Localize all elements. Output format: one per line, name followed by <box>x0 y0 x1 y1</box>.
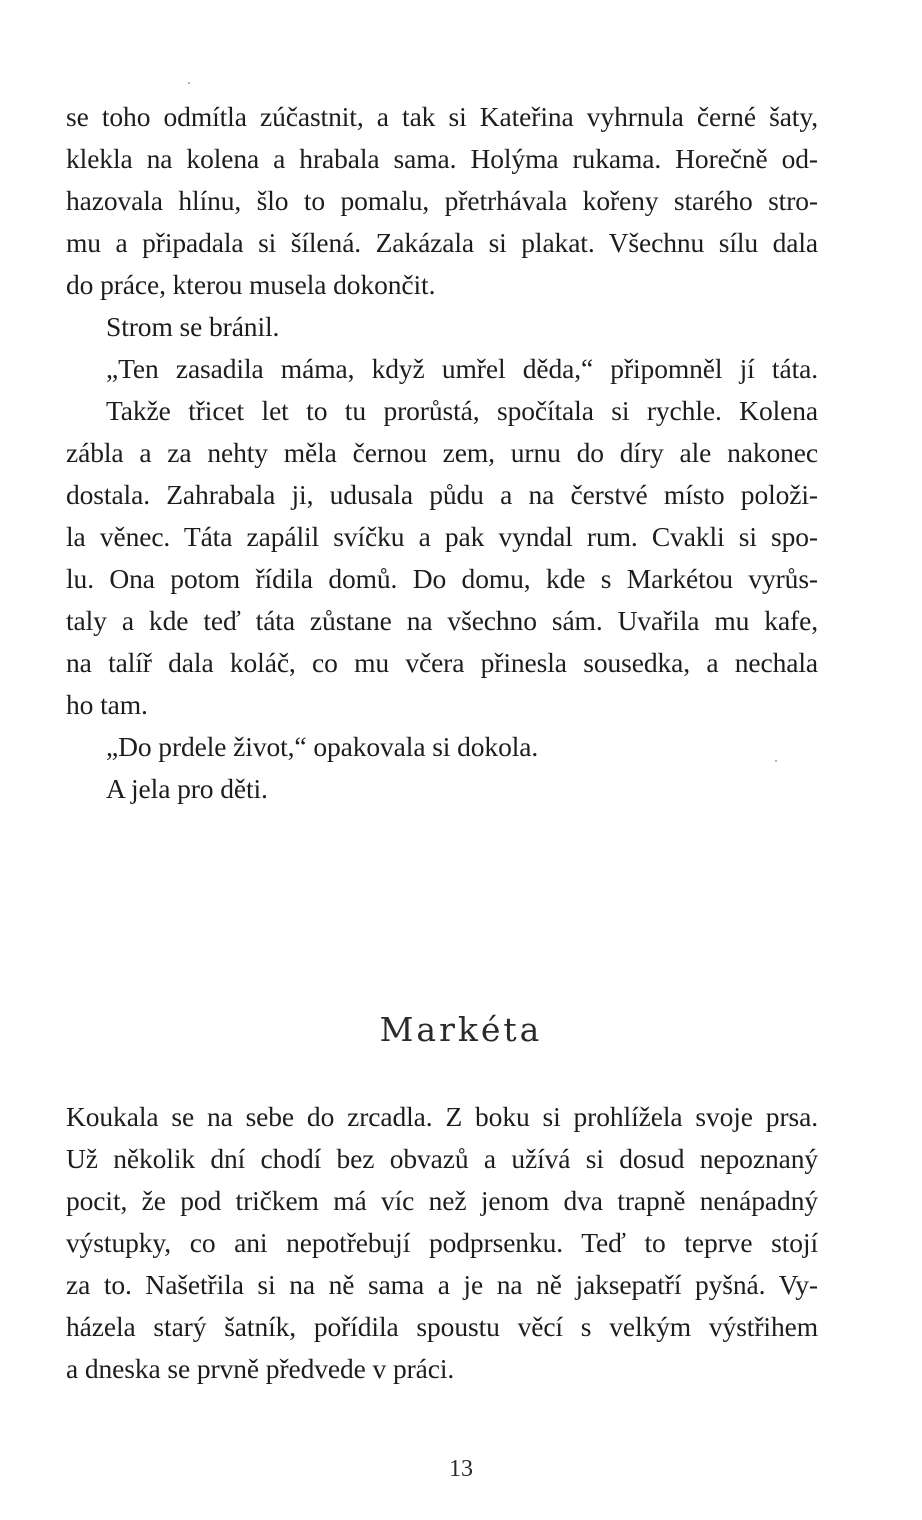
paragraph-line: Už několik dní chodí bez obvazů a užívá si dosud nepoznaný <box>66 1143 818 1174</box>
paragraph-line: A jela pro děti. <box>106 773 268 804</box>
paragraph-line: ho tam. <box>66 689 148 720</box>
paragraph-line: pocit, že pod tričkem má víc než jenom dva trapně nenápadný <box>66 1185 818 1216</box>
scan-speck <box>188 82 190 84</box>
paragraph-line: se toho odmítla zúčastnit, a tak si Kateřina vyhrnula černé šaty, <box>66 101 818 132</box>
paragraph-line: la věnec. Táta zapálil svíčku a pak vyndal rum. Cvakli si spo- <box>66 521 818 552</box>
paragraph-line: Koukala se na sebe do zrcadla. Z boku si prohlížela svoje prsa. <box>66 1101 818 1132</box>
paragraph-line: hazovala hlínu, šlo to pomalu, přetrhávala kořeny starého stro- <box>66 185 818 216</box>
paragraph-line: zábla a za nehty měla černou zem, urnu do díry ale nakonec <box>66 437 818 468</box>
page-number: 13 <box>449 1456 473 1482</box>
paragraph-line: a dneska se prvně předvede v práci. <box>66 1353 455 1384</box>
paragraph-line: výstupky, co ani nepotřebují podprsenku. Teď to teprve stojí <box>66 1227 818 1258</box>
paragraph-line: taly a kde teď táta zůstane na všechno sám. Uvařila mu kafe, <box>66 605 818 636</box>
paragraph-line: „Ten zasadila máma, když umřel děda,“ připomněl jí táta. <box>106 353 818 384</box>
paragraph-line: do práce, kterou musela dokončit. <box>66 269 436 300</box>
paragraph-line: na talíř dala koláč, co mu včera přinesla sousedka, a nechala <box>66 647 818 678</box>
paragraph-line: „Do prdele život,“ opakovala si dokola. <box>106 731 539 762</box>
paragraph-line: Takže třicet let to tu prorůstá, spočítala si rychle. Kolena <box>106 395 818 426</box>
paragraph-line: mu a připadala si šílená. Zakázala si plakat. Všechnu sílu dala <box>66 227 818 258</box>
paragraph-line: Strom se bránil. <box>106 311 280 342</box>
paragraph-line: lu. Ona potom řídila domů. Do domu, kde s Markétou vyrůs- <box>66 563 818 594</box>
paragraph-line: házela starý šatník, pořídila spoustu věcí s velkým výstřihem <box>66 1311 818 1342</box>
paragraph-line: klekla na kolena a hrabala sama. Holýma rukama. Horečně od- <box>66 143 818 174</box>
paragraph-line: dostala. Zahrabala ji, udusala půdu a na čerstvé místo položi- <box>66 479 818 510</box>
chapter-title: Markéta <box>379 1010 543 1049</box>
paragraph-line: za to. Našetřila si na ně sama a je na ně jaksepatří pyšná. Vy- <box>66 1269 818 1300</box>
